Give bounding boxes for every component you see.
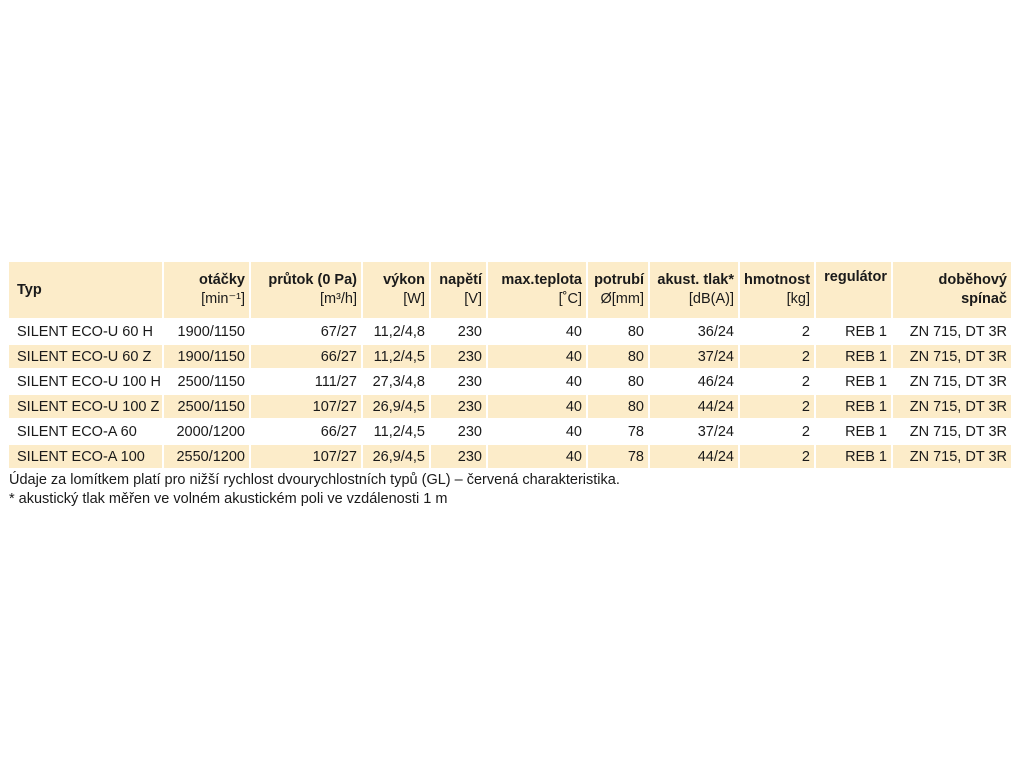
note-line-1: Údaje za lomítkem platí pro nižší rychlost dvourychlostních typů (GL) – červená charakteristika. — [9, 472, 620, 488]
table-cell: 2 — [740, 445, 816, 470]
table-cell: SILENT ECO-U 100 Z — [9, 395, 164, 420]
table-cell: 2 — [740, 370, 816, 395]
note-line-2: * akustický tlak měřen ve volném akustickém poli ve vzdálenosti 1 m — [9, 491, 448, 507]
table-cell: 230 — [431, 445, 488, 470]
table-cell: ZN 715, DT 3R — [893, 445, 1011, 470]
table-cell: 46/24 — [650, 370, 740, 395]
table-row — [9, 370, 1011, 395]
table-cell: 111/27 — [251, 370, 363, 395]
table-cell: 80 — [588, 345, 650, 370]
table-cell: 2 — [740, 320, 816, 345]
header-napeti: napětí [V] — [431, 262, 488, 320]
table-cell: 1900/1150 — [164, 320, 251, 345]
table-cell: SILENT ECO-U 60 Z — [9, 345, 164, 370]
table-cell: SILENT ECO-U 60 H — [9, 320, 164, 345]
table-body — [9, 320, 1011, 470]
table-cell: REB 1 — [816, 420, 893, 445]
table-cell: ZN 715, DT 3R — [893, 420, 1011, 445]
table-cell: 40 — [488, 395, 588, 420]
table-row — [9, 320, 1011, 345]
header-akust-tlak: akust. tlak* [dB(A)] — [650, 262, 740, 320]
table-cell: 1900/1150 — [164, 345, 251, 370]
table-cell: 40 — [488, 445, 588, 470]
table-cell: 11,2/4,5 — [363, 420, 431, 445]
table-row — [9, 445, 1011, 470]
table-cell: 230 — [431, 320, 488, 345]
table-cell: REB 1 — [816, 445, 893, 470]
table-cell: 44/24 — [650, 395, 740, 420]
table-cell: REB 1 — [816, 345, 893, 370]
table-cell: 40 — [488, 320, 588, 345]
table-cell: 80 — [588, 395, 650, 420]
spec-table-container — [9, 262, 1011, 470]
table-row — [9, 420, 1011, 445]
table-row — [9, 345, 1011, 370]
table-cell: ZN 715, DT 3R — [893, 370, 1011, 395]
table-cell: 80 — [588, 370, 650, 395]
table-cell: SILENT ECO-U 100 H — [9, 370, 164, 395]
table-cell: 26,9/4,5 — [363, 395, 431, 420]
table-cell: 11,2/4,8 — [363, 320, 431, 345]
table-cell: 37/24 — [650, 420, 740, 445]
table-header-row — [9, 262, 1011, 320]
header-potrubi: potrubí Ø[mm] — [588, 262, 650, 320]
header-dobehovy-spinac: doběhový spínač — [893, 262, 1011, 320]
table-cell: 78 — [588, 420, 650, 445]
table-cell: ZN 715, DT 3R — [893, 320, 1011, 345]
table-cell: 107/27 — [251, 445, 363, 470]
table-cell: 2 — [740, 420, 816, 445]
table-cell: 230 — [431, 370, 488, 395]
spec-table — [9, 262, 1011, 470]
table-cell: REB 1 — [816, 370, 893, 395]
table-cell: 2500/1150 — [164, 370, 251, 395]
table-cell: 78 — [588, 445, 650, 470]
table-cell: 11,2/4,5 — [363, 345, 431, 370]
table-cell: ZN 715, DT 3R — [893, 395, 1011, 420]
table-cell: 40 — [488, 420, 588, 445]
header-otacky: otáčky [min⁻¹] — [164, 262, 251, 320]
header-typ: Typ — [9, 262, 164, 320]
table-cell: 107/27 — [251, 395, 363, 420]
table-cell: 40 — [488, 345, 588, 370]
table-cell: 66/27 — [251, 420, 363, 445]
table-cell: SILENT ECO-A 100 — [9, 445, 164, 470]
header-hmotnost: hmotnost [kg] — [740, 262, 816, 320]
table-cell: 37/24 — [650, 345, 740, 370]
table-row — [9, 395, 1011, 420]
table-cell: SILENT ECO-A 60 — [9, 420, 164, 445]
table-cell: 230 — [431, 395, 488, 420]
header-max-teplota: max.teplota [˚C] — [488, 262, 588, 320]
table-notes — [9, 471, 1011, 509]
table-cell: 26,9/4,5 — [363, 445, 431, 470]
table-cell: 36/24 — [650, 320, 740, 345]
table-cell: 80 — [588, 320, 650, 345]
header-vykon: výkon [W] — [363, 262, 431, 320]
table-cell: REB 1 — [816, 395, 893, 420]
table-cell: 67/27 — [251, 320, 363, 345]
header-prutok: průtok (0 Pa) [m³/h] — [251, 262, 363, 320]
table-cell: 66/27 — [251, 345, 363, 370]
table-cell: 2 — [740, 395, 816, 420]
table-cell: 230 — [431, 345, 488, 370]
table-cell: 40 — [488, 370, 588, 395]
table-cell: 2000/1200 — [164, 420, 251, 445]
table-cell: 27,3/4,8 — [363, 370, 431, 395]
table-cell: 2500/1150 — [164, 395, 251, 420]
header-regulator: regulátor — [816, 262, 893, 320]
table-cell: 44/24 — [650, 445, 740, 470]
table-cell: 2550/1200 — [164, 445, 251, 470]
table-cell: 230 — [431, 420, 488, 445]
table-cell: 2 — [740, 345, 816, 370]
table-cell: REB 1 — [816, 320, 893, 345]
table-cell: ZN 715, DT 3R — [893, 345, 1011, 370]
